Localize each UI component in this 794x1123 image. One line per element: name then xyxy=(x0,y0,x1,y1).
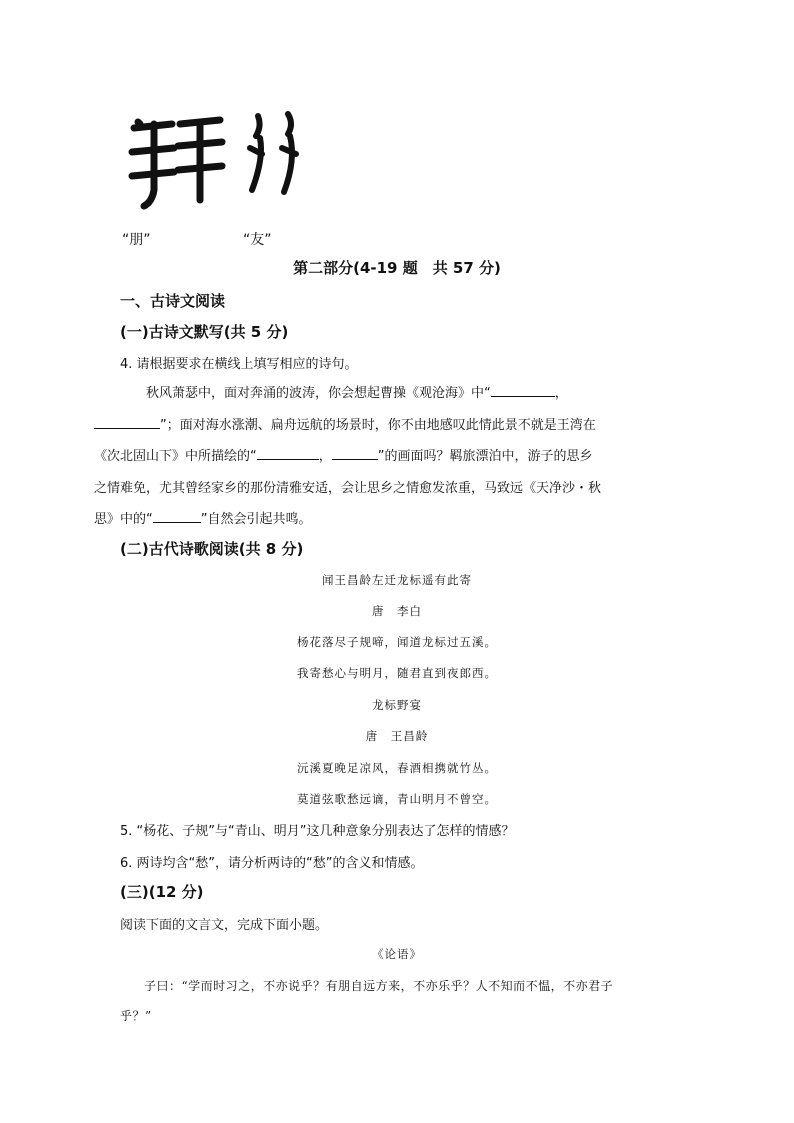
oracle-caption-you: “友” xyxy=(243,232,272,248)
subsection-heading-poetry-reading: (二)古代诗歌阅读(共 8 分) xyxy=(120,540,304,558)
passage-text: ”自然会引起共鸣。 xyxy=(200,512,312,527)
answer-blank[interactable] xyxy=(491,382,555,397)
answer-blank[interactable] xyxy=(332,445,378,460)
poem1-title: 闻王昌龄左迁龙标遥有此寄 xyxy=(322,573,472,587)
oracle-glyph-peng xyxy=(124,112,229,212)
answer-blank[interactable] xyxy=(94,414,160,429)
lunyu-title: 《论语》 xyxy=(372,947,422,961)
poem1-line: 我寄愁心与明月，随君直到夜郎西。 xyxy=(297,666,497,680)
question-4-passage xyxy=(94,378,682,536)
lunyu-text-line: 子曰：“学而时习之，不亦说乎？有朋自远方来，不亦乐乎？人不知而不愠，不亦君子 xyxy=(144,979,614,993)
poem1-line: 杨花落尽子规啼，闻道龙标过五溪。 xyxy=(297,635,497,649)
poem1-author: 唐 李白 xyxy=(372,604,422,618)
question-5: 5. “杨花、子规”与“青山、明月”这几种意象分别表达了怎样的情感？ xyxy=(120,824,515,839)
passage-text: ， xyxy=(554,386,568,401)
reading-instructions: 阅读下面的文言文，完成下面小题。 xyxy=(120,918,329,933)
subsection-heading-dictation: (一)古诗文默写(共 5 分) xyxy=(120,323,289,341)
passage-text: ”的画面吗？羁旅漂泊中，游子的思乡 xyxy=(377,449,593,464)
part-title: 第二部分(4-19 题 共 57 分) xyxy=(293,259,501,277)
section-heading-ancient-poetry: 一、古诗文阅读 xyxy=(120,292,226,310)
poem2-author: 唐 王昌龄 xyxy=(365,729,429,743)
passage-text: 《次北固山下》中所描绘的“ xyxy=(94,449,257,464)
subsection-heading-classical-chinese: (三)(12 分) xyxy=(120,883,204,901)
poem2-line: 莫道弦歌愁远谪，青山明月不曾空。 xyxy=(297,792,497,806)
poem2-title: 龙标野宴 xyxy=(372,698,422,712)
passage-text: ， xyxy=(318,449,332,464)
passage-text: ”；面对海水涨潮、扁舟远航的场景时，你不由地感叹此情此景不就是王湾在 xyxy=(160,417,596,433)
answer-blank[interactable] xyxy=(257,445,319,460)
question-6: 6. 两诗均含“愁”，请分析两诗的“愁”的含义和情感。 xyxy=(120,856,424,871)
oracle-glyph-you xyxy=(244,108,314,206)
poem2-line: 沅溪夏晚足凉风，春酒相携就竹丛。 xyxy=(297,761,497,775)
passage-text: 秋风萧瑟中，面对奔涌的波涛，你会想起曹操《观沧海》中“ xyxy=(146,386,491,401)
oracle-caption-peng: “朋” xyxy=(122,232,151,248)
passage-text: 之情难免，尤其曾经家乡的那份清雅安适，会让思乡之情愈发浓重，马致远《天净沙・秋 xyxy=(94,480,602,496)
question-4-prompt: 4. 请根据要求在横线上填写相应的诗句。 xyxy=(120,357,358,372)
answer-blank[interactable] xyxy=(153,508,201,523)
passage-text: 思》中的“ xyxy=(94,512,153,527)
lunyu-text xyxy=(120,971,680,1031)
lunyu-text-line: 乎？” xyxy=(120,1009,152,1023)
